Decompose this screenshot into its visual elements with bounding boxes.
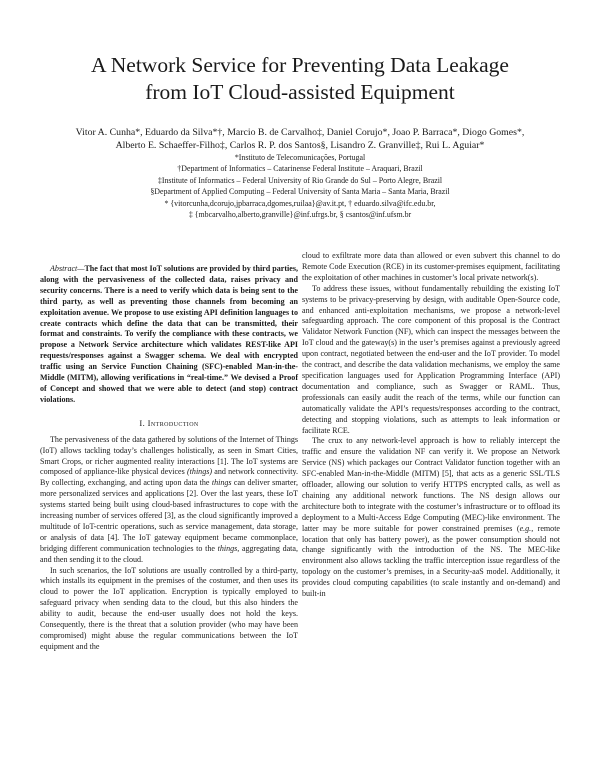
affiliation-line: †Department of Informatics – Catarinense Federal Institute – Araquari, Brazil bbox=[177, 164, 423, 174]
affiliation-line: ‡ {mbcarvalho,alberto,granville}@inf.ufrgs.br, § csantos@inf.ufsm.br bbox=[188, 210, 412, 220]
body-paragraph: cloud to exfiltrate more data than allowed or even subvert this channel to do Remote Code Execution (RCE) in its customer-premises equipment, facilitating the exploitation of other machines in customer’s local private network(s). bbox=[302, 251, 560, 282]
author-list bbox=[40, 126, 560, 152]
authors-line-2: Alberto E. Schaeffer-Filho‡, Carlos R. P. dos Santos§, Lisandro Z. Granville‡, Rui L. Aguiar* bbox=[115, 140, 485, 151]
section-heading: I. Introduction bbox=[139, 417, 199, 428]
body-paragraph: The pervasiveness of the data gathered by solutions of the Internet of Things (IoT) allows tackling today’s challenges holistically, as seen in Smart Cities, Smart Crops, or richer augmented reality interactions [1]. The IoT systems are composed of appliance-like physical devices (things) and network connectivity. By collecting, exchanging, and acting upon data the things can deliver smarter, more personalized services and applications [2]. Over the last years, these IoT systems started being built using cloud-based infrastructures to cope with the increasing number of services offered [3], as the cloud significantly improved a multitude of IoT-centric operations, such as service management, data storage, or analysis of data [4]. The IoT gateway equipment became commonplace, bridging different communication technologies to the things, aggregating data, and then sending it to the cloud. bbox=[40, 434, 299, 564]
body-paragraph: To address these issues, without fundamentally rebuilding the existing IoT systems to be privacy-preserving by design, with auditable Open-Source code, and enhanced anti-exploitation mechanisms, we propose a network-level safeguarding approach. The core component of this proposal is the Contract Validator Network Function (NF), which can inspect the messages between the IoT cloud and the gateway(s) in the user’s premises against a previously agreed upon contract, negotiated between the end-user and the IoT provider. To model the contract, and describe the data validation mechanisms, we employ the same specification languages used for Application Programming Interface (API) documentation and compliance, such as Swagger or RAML. Thus, professionals can easily audit the reach of the terms, while our function can automatically validate the API’s requests/responses according to the contract, detecting and stopping violations, such as attempts to leak information or facilitate RCE. bbox=[302, 283, 560, 435]
affiliation-line: *Instituto de Telecomunicações, Portugal bbox=[234, 153, 366, 162]
affiliation-line: §Department of Applied Computing – Federal University of Santa Maria – Santa Maria, Brazil bbox=[150, 187, 450, 197]
authors-line-1: Vitor A. Cunha*, Eduardo da Silva*†, Marcio B. de Carvalho‡, Daniel Corujo*, Joao P. Barraca*, Diogo Gomes*, bbox=[75, 127, 525, 138]
affiliation-line: ‡Institute of Informatics – Federal University of Rio Grande do Sul – Porto Alegre, Brazil bbox=[157, 175, 443, 185]
title-line-2: from IoT Cloud-assisted Equipment bbox=[145, 80, 455, 104]
left-column bbox=[40, 264, 298, 653]
abstract bbox=[40, 264, 298, 406]
right-column bbox=[302, 251, 560, 600]
abstract-label: Abstract— bbox=[50, 264, 85, 273]
body-paragraph: The crux to any network-level approach is how to reliably intercept the traffic and ensure the validation NF can verify it. We propose an Network Service (NS) which packages our Contract Validator function together with an SFC-enabled Man-in-the-Middle (MITM) [5], that acts as a generic SSL/TLS offloader, allowing our solution to verify HTTPS encrypted calls, as well as chaining any additional network functions. The NS design allows our architecture both to integrate with the costumer’s infrastructure or to offload its deployment to a Multi-Access Edge Computing (MEC)-like environment. The latter may be more suitable for power constrained premises (e.g., remote location that only has battery power), as the power consumption should not change significantly with the introduction of the NS. The MEC-like environment also allows tackling the traffic interception issue regardless of the topology on the customer’s premises, in a Security-aaS model. Additionally, it provides cloud computing capabilities (to scale instantly and on-demand) and built-in bbox=[302, 436, 561, 599]
title-line-1: A Network Service for Preventing Data Leakage bbox=[91, 53, 509, 77]
paper-title bbox=[40, 52, 560, 106]
affiliation-line: * {vitorcunha,dcorujo,jpbarraca,dgomes,ruilaa}@av.it.pt, † eduardo.silva@ifc.edu.br, bbox=[164, 198, 436, 208]
body-paragraph: In such scenarios, the IoT solutions are usually controlled by a third-party, which installs its equipment in the premises of the costumer, and then uses its cloud to power the IoT application. Encryption is typically employed to safeguard privacy when sending data to the cloud, but this also hinders the ability to audit, because the end-user usually does not hold the keys. Consequently, there is the threat that a solution provider (who may have been compromised) might abuse the regular communications between the IoT equipment and the bbox=[40, 565, 298, 651]
affiliations bbox=[40, 152, 560, 220]
abstract-text: The fact that most IoT solutions are provided by third parties, along with the pervasiveness of the collected data, raises privacy and security concerns. There is a need to verify which data is being sent to the third party, as well as preventing those channels from becoming an exploitation avenue. We propose to use existing API definition languages to create contracts which define the data that can be transmitted, their format and constraints. To verify the compliance with these contracts, we propose a Network Service architecture which validates REST-like API requests/responses against a Swagger schema. We deal with encrypted traffic using an Service Function Chaining (SFC)-enabled Man-in-the-Middle (MITM), allowing verifications in “real-time.” We devised a Proof of Concept and showed that we were able to detect (and stop) contract violations. bbox=[40, 264, 298, 404]
